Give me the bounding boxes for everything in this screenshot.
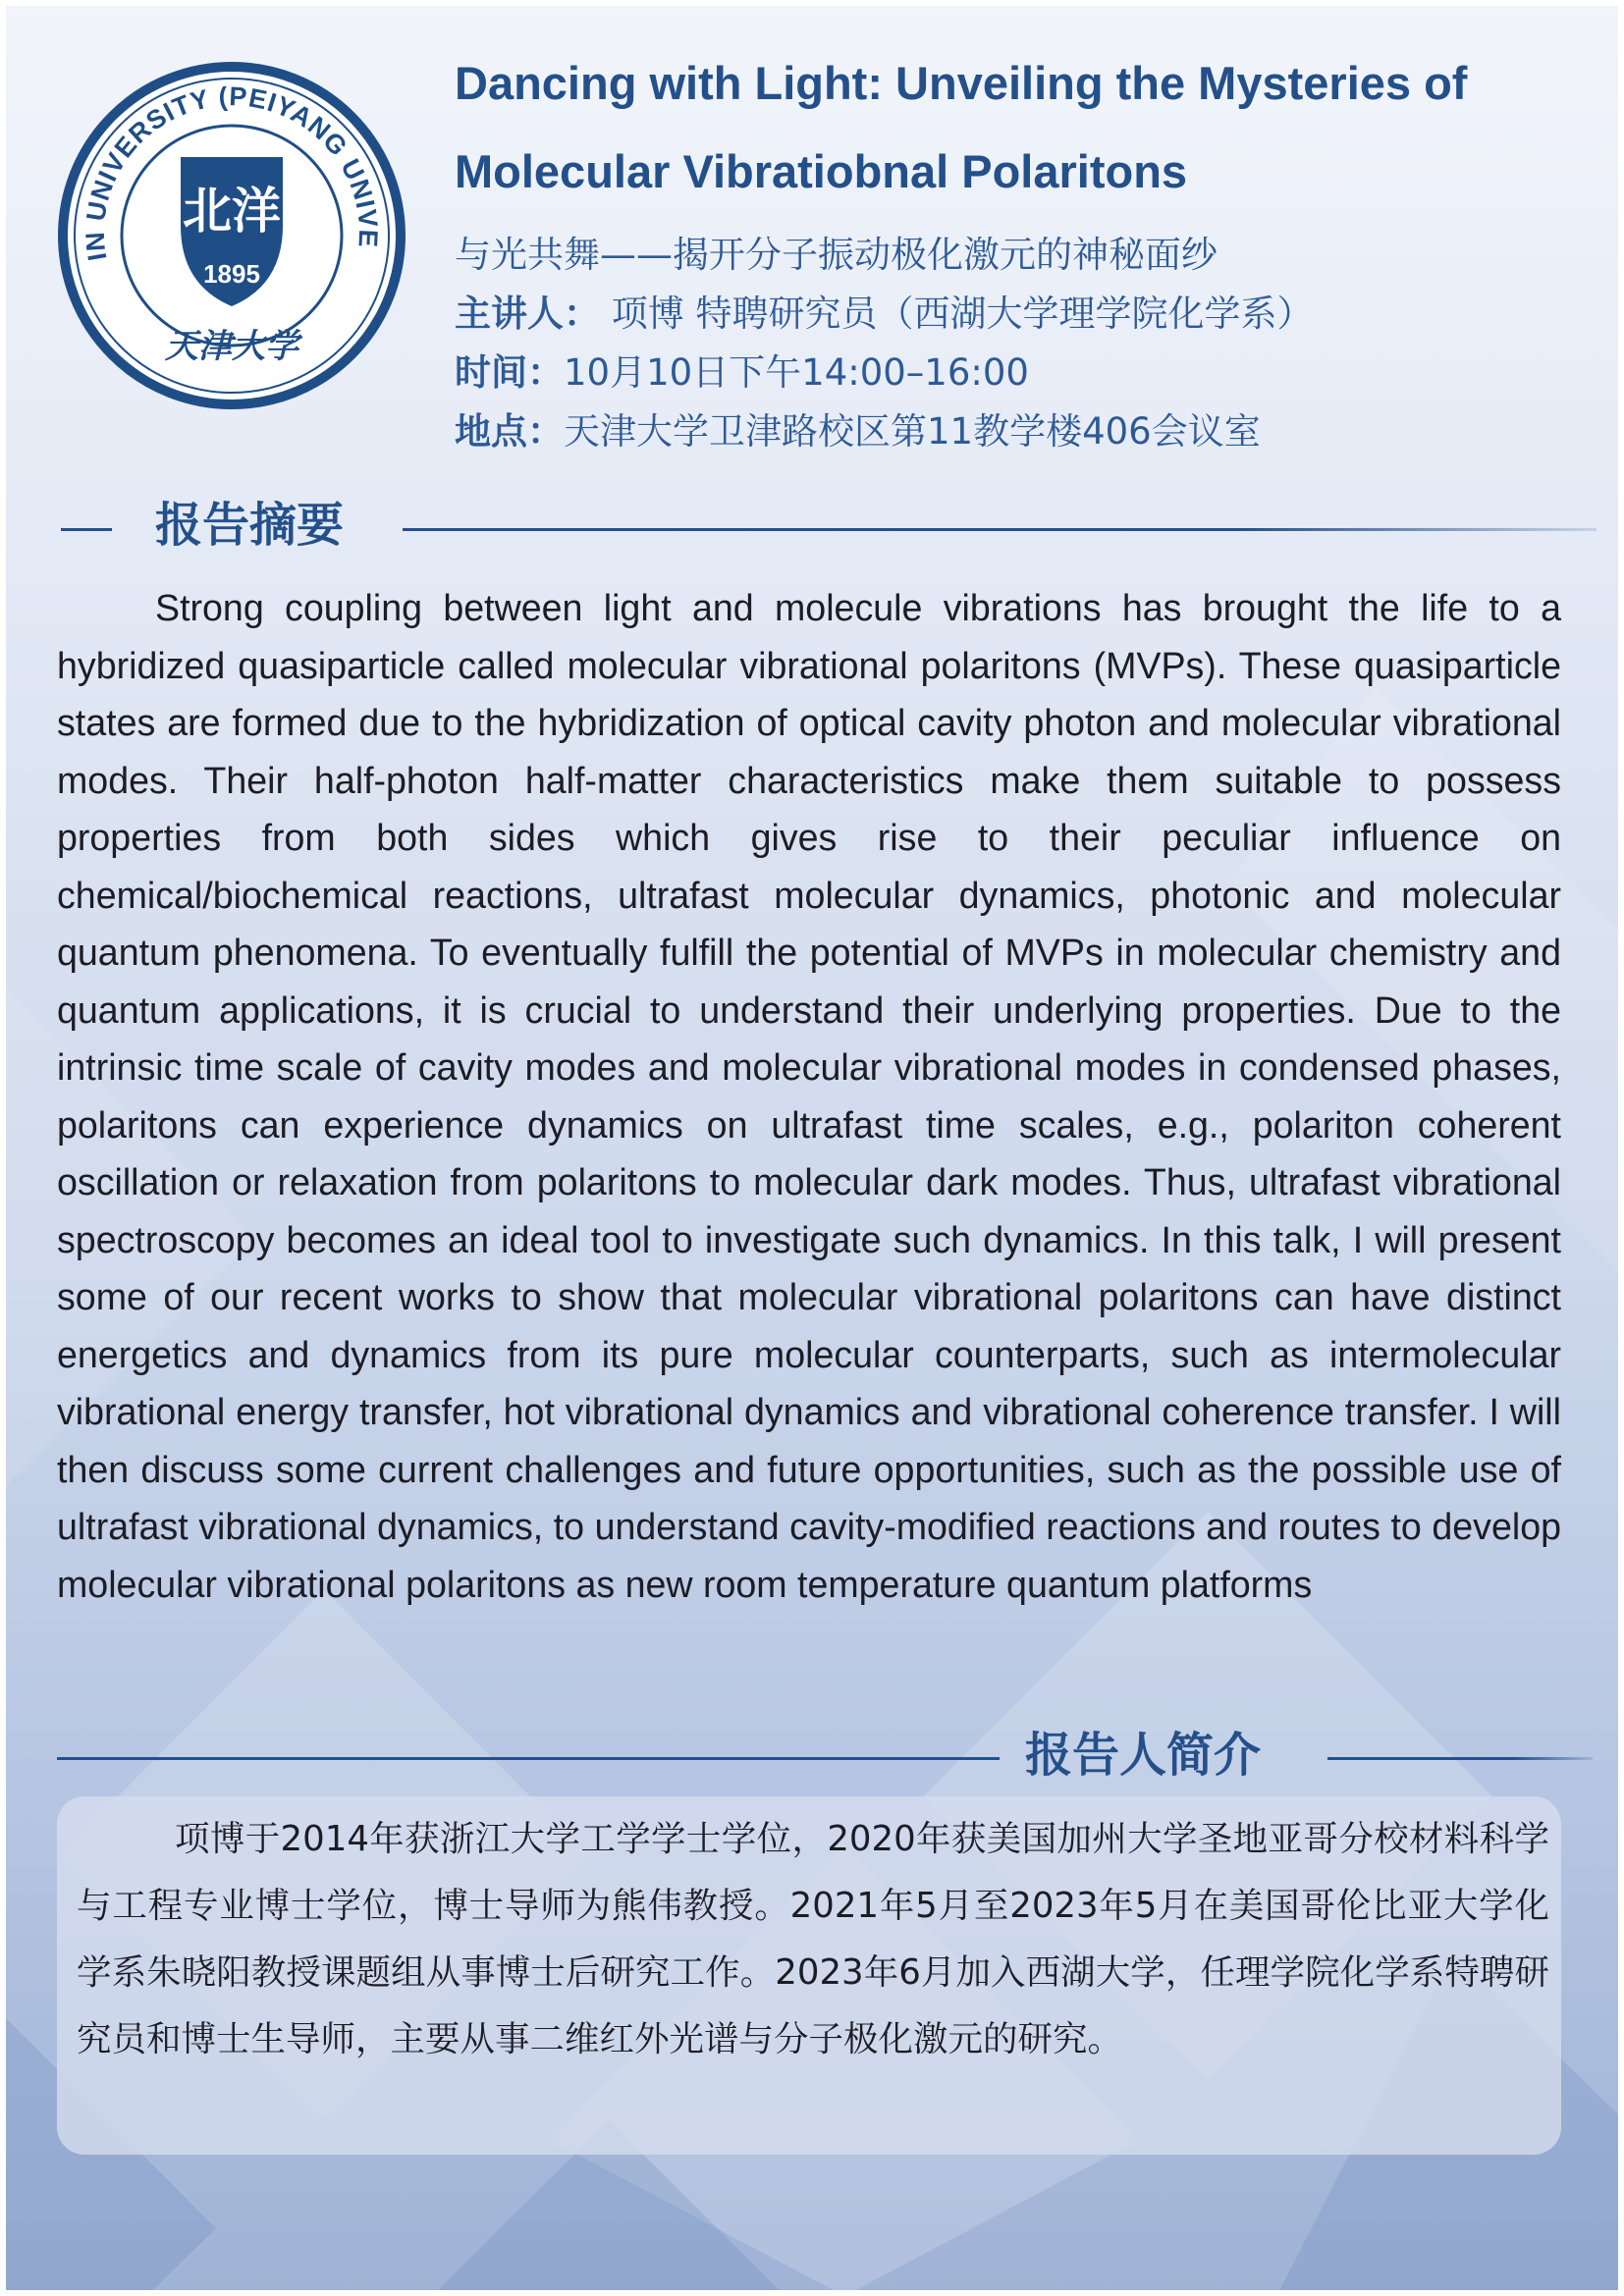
time-line <box>455 344 1584 402</box>
time-value: 10月10日下午14:00–16:00 <box>564 351 1029 394</box>
logo-calligraphy: 天津大学 <box>165 327 298 366</box>
bio-heading-rule-right <box>1327 1757 1593 1760</box>
place-label: 地点： <box>455 410 564 453</box>
abstract-text: Strong coupling between light and molecule vibrations has brought the life to a hybridized quasiparticle called molecular vibrational polaritons (MVPs). These quasiparticle states are formed due to the hybridization of optical cavity photon and molecular vibrational modes. Their half-photon half-matter characteristics make them suitable to possess properties from both sides which gives rise to their peculiar influence on chemical/biochemical reactions, ultrafast molecular dynamics, photonic and molecular quantum phenomena. To eventually fulfill the potential of MVPs in molecular chemistry and quantum applications, it is crucial to understand their underlying properties. Due to the intrinsic time scale of cavity modes and molecular vibrational modes in condensed phases, polaritons can experience dynamics on ultrafast time scales, e.g., polariton coherent oscillation or relaxation from polaritons to molecular dark modes. Thus, ultrafast vibrational spectroscopy becomes an ideal tool to investigate such dynamics. In this talk, I will present some of our recent works to show that molecular vibrational polaritons can have distinct energetics and dynamics from its pure molecular counterparts, such as intermolecular vibrational energy transfer, hot vibrational dynamics and vibrational coherence transfer. I will then discuss some current challenges and future opportunities, such as the possible use of ultrafast vibrational dynamics, to understand cavity-modified reactions and routes to develop molecular vibrational polaritons as new room temperature quantum platforms <box>57 587 1561 1605</box>
abstract-heading: 报告摘要 <box>155 498 345 553</box>
chinese-subtitle: 与光共舞——揭开分子振动极化激元的神秘面纱 <box>455 234 1218 276</box>
place-value: 天津大学卫津路校区第11教学楼406会议室 <box>564 410 1261 453</box>
abstract-heading-rule-right <box>403 528 1597 531</box>
speaker-label: 主讲人： <box>455 293 600 335</box>
bio-text: 项博于2014年获浙江大学工学学士学位，2020年获美国加州大学圣地亚哥分校材料科学与工程专业博士学位，博士导师为熊伟教授。2021年5月至2023年5月在美国哥伦比亚大学化学系朱晓阳教授课题组从事博士后研究工作。2023年6月加入西湖大学，任理学院化学系特聘研究员和博士生导师，主要从事二维红外光谱与分子极化激元的研究。 <box>77 1819 1549 2059</box>
speaker-value: 项博 特聘研究员（西湖大学理学院化学系） <box>611 293 1314 335</box>
place-line <box>455 402 1584 461</box>
header <box>455 39 1584 461</box>
logo-ring-text: IN UNIVERSITY (PEIYANG UNIVE <box>80 81 384 263</box>
bio-heading-rule-left <box>57 1757 1000 1760</box>
talk-title-line-2: Molecular Vibratiobnal Polaritons <box>455 145 1188 197</box>
logo-year: 1895 <box>203 259 260 289</box>
time-label: 时间： <box>455 351 564 394</box>
bio-heading: 报告人简介 <box>1025 1728 1262 1783</box>
speaker-line <box>455 285 1584 344</box>
talk-title-line-1: Dancing with Light: Unveiling the Mysteries of <box>455 57 1468 109</box>
abstract-heading-rule-left <box>61 528 112 531</box>
university-logo <box>55 59 408 412</box>
logo-shield-text: 北洋 <box>183 182 281 240</box>
